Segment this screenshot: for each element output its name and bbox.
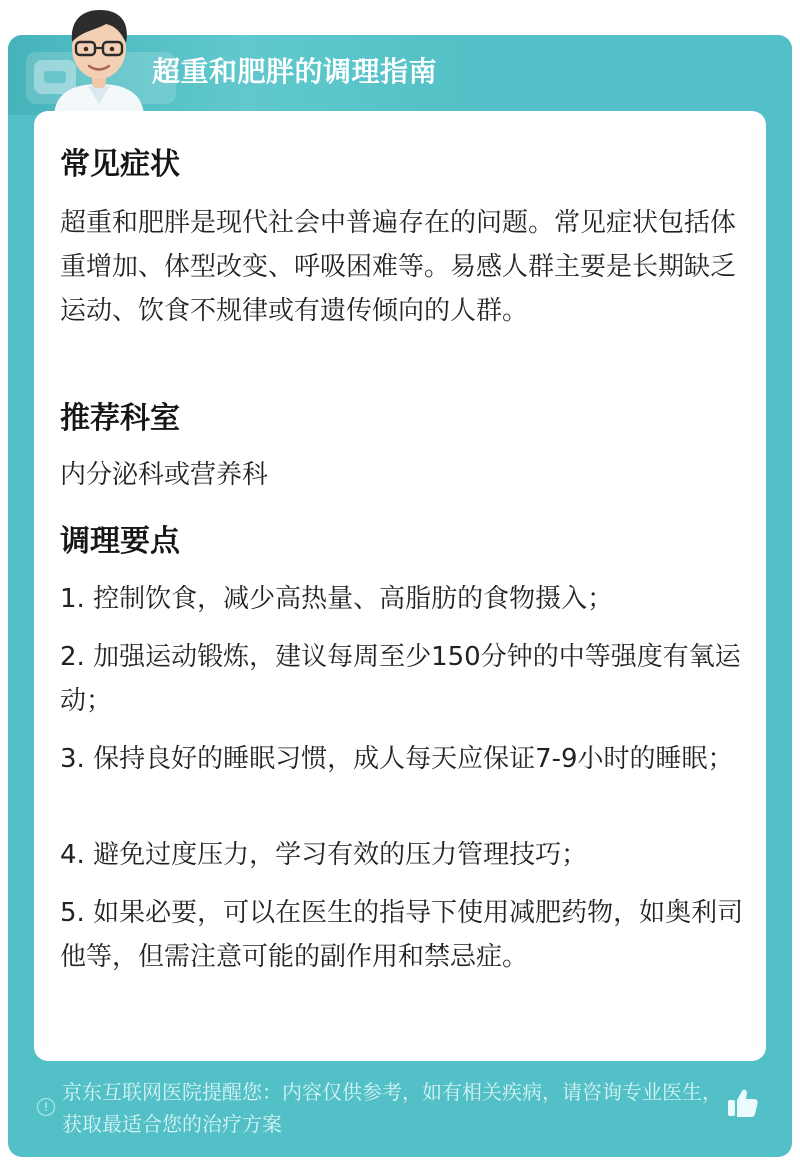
- page-title: 超重和肥胖的调理指南: [152, 55, 438, 88]
- care-item-2: 2. 加强运动锻炼，建议每周至少150分钟的中等强度有氧运动；: [60, 642, 741, 716]
- doctor-avatar: [44, 0, 154, 118]
- thumbs-up-icon[interactable]: [724, 1084, 760, 1120]
- footer-disclaimer: 京东互联网医院提醒您：内容仅供参考，如有相关疾病，请咨询专业医生，获取最适合您的治疗方案: [62, 1080, 722, 1136]
- symptoms-heading: 常见症状: [60, 147, 180, 182]
- care-heading: 调理要点: [60, 524, 180, 559]
- content-card: [34, 111, 766, 1061]
- care-item-3: 3. 保持良好的睡眠习惯，成人每天应保证7-9小时的睡眠；: [60, 744, 734, 774]
- care-item-1: 1. 控制饮食，减少高热量、高脂肪的食物摄入；: [60, 584, 614, 614]
- department-heading: 推荐科室: [60, 401, 180, 436]
- symptoms-text: 超重和肥胖是现代社会中普遍存在的问题。常见症状包括体重增加、体型改变、呼吸困难等。易感人群主要是长期缺乏运动、饮食不规律或有遗传倾向的人群。: [60, 208, 737, 326]
- department-text: 内分泌科或营养科: [60, 460, 269, 490]
- care-item-5: 5. 如果必要，可以在医生的指导下使用减肥药物，如奥利司他等，但需注意可能的副作用和禁忌症。: [60, 898, 744, 972]
- info-icon: !: [37, 1098, 55, 1116]
- care-item-4: 4. 避免过度压力，学习有效的压力管理技巧；: [60, 840, 588, 870]
